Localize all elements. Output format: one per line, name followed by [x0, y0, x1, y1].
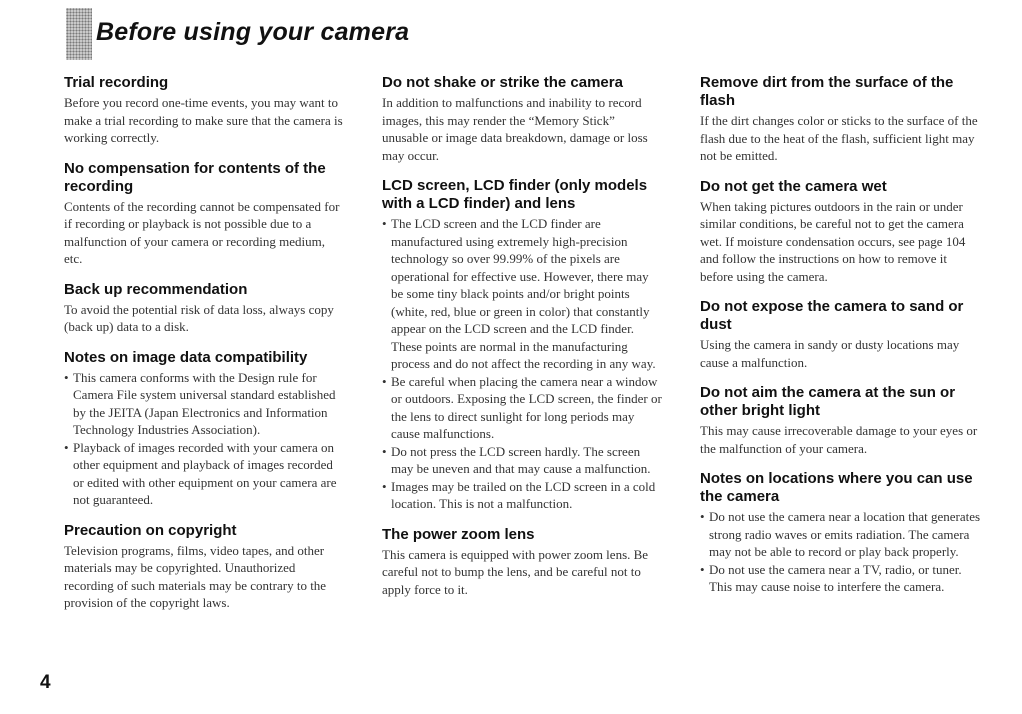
- section: [700, 384, 982, 457]
- bullet-text: Images may be trailed on the LCD screen in a cold location. This is not a malfunction.: [391, 478, 656, 511]
- section-body: Contents of the recording cannot be compensated for if recording or playback is not possible due to a malfunction of your camera or recording medium, etc.: [64, 198, 340, 266]
- section: [382, 74, 664, 164]
- section-body: If the dirt changes color or sticks to the surface of the flash due to the heat of the flash, sufficient light may not be emitted.: [700, 113, 978, 163]
- bullet-list: [700, 508, 982, 596]
- bullet-text: Playback of images recorded with your camera on other equipment and playback of images recorded or edited with other equipment on your camera are not guaranteed.: [73, 439, 337, 507]
- page-title: Before using your camera: [96, 18, 410, 46]
- bullet-list: [64, 369, 346, 509]
- bullet-item: [382, 443, 664, 478]
- section-heading: Do not expose the camera to sand or dust: [700, 298, 964, 333]
- section-body: When taking pictures outdoors in the rain or under similar conditions, be careful not to get the camera wet. If moisture condensation occurs, see page 104 and follow the instructions on how to remove it before using the camera.: [700, 198, 966, 284]
- column-3: [700, 74, 982, 609]
- section-heading: No compensation for contents of the recording: [64, 159, 326, 195]
- section: [64, 281, 346, 336]
- section-heading: Notes on locations where you can use the camera: [700, 470, 973, 505]
- bullet-item: [64, 369, 346, 439]
- title-bar-decoration: [66, 8, 92, 60]
- bullet-text: Do not use the camera near a location that generates strong radio waves or emits radiation. The camera may not be able to record or play back properly.: [709, 509, 981, 559]
- section: [700, 74, 982, 165]
- bullet-text: Do not use the camera near a TV, radio, or tuner. This may cause noise to interfere the camera.: [709, 561, 962, 594]
- section-heading: Precaution on copyright: [64, 521, 237, 539]
- section-body: Television programs, films, video tapes, and other materials may be copyrighted. Unauthorized recording of such materials may be contrary to the provision of the copyright laws.: [64, 542, 327, 610]
- section: [64, 349, 346, 509]
- section-heading: LCD screen, LCD finder (only models with a LCD finder) and lens: [382, 177, 648, 212]
- column-1: [64, 74, 346, 625]
- page-number: 4: [40, 672, 51, 693]
- section-body: This camera is equipped with power zoom lens. Be careful not to bump the lens, and be careful not to apply force to it.: [382, 546, 649, 597]
- section-heading: Do not get the camera wet: [700, 177, 887, 195]
- section: [382, 526, 664, 599]
- column-2: [382, 74, 664, 611]
- section-heading: Do not shake or strike the camera: [382, 74, 623, 91]
- section: [700, 298, 982, 371]
- title-block: [66, 4, 506, 62]
- section: [64, 522, 346, 612]
- bullet-item: [700, 561, 982, 596]
- section-heading: Remove dirt from the surface of the flash: [700, 74, 954, 109]
- section: [700, 178, 982, 286]
- section: [64, 74, 346, 147]
- bullet-item: [64, 439, 346, 509]
- bullet-item: [382, 373, 664, 443]
- section: [382, 177, 664, 513]
- bullet-item: [700, 508, 982, 561]
- section-heading: Trial recording: [64, 74, 169, 91]
- section-heading: Back up recommendation: [64, 280, 248, 298]
- bullet-text: This camera conforms with the Design rule for Camera File system universal standard established by the JEITA (Japan Electronics and Information Technology Industries Association).: [73, 369, 336, 437]
- bullet-text: Be careful when placing the camera near a window or outdoors. Exposing the LCD screen, the finder or the lens to direct sunlight for long periods may cause malfunctions.: [391, 373, 662, 441]
- bullet-text: The LCD screen and the LCD finder are manufactured using extremely high-precision technology so over 99.99% of the pixels are operational for effective use. However, there may be some tiny black points and/or bright points (white, red, blue or green in color) that constantly appear on the LCD screen and the LCD finder. These points are normal in the manufacturing process and do not affect the recording in any way.: [391, 216, 656, 371]
- bullet-item: [382, 478, 664, 513]
- section-heading: Notes on image data compatibility: [64, 348, 308, 366]
- section-heading: The power zoom lens: [382, 525, 535, 543]
- section-body: Before you record one-time events, you may want to make a trial recording to make sure that the camera is working correctly.: [64, 95, 343, 145]
- section-body: To avoid the potential risk of data loss, always copy (back up) data to a disk.: [64, 301, 334, 334]
- section: [64, 160, 346, 268]
- section-heading: Do not aim the camera at the sun or other bright light: [700, 384, 956, 419]
- section-body: Using the camera in sandy or dusty locations may cause a malfunction.: [700, 337, 960, 370]
- bullet-text: Do not press the LCD screen hardly. The screen may be uneven and that may cause a malfunction.: [391, 443, 651, 476]
- section-body: This may cause irrecoverable damage to your eyes or the malfunction of your camera.: [700, 423, 978, 456]
- section: [700, 470, 982, 596]
- section-body: In addition to malfunctions and inability to record images, this may render the “Memory Stick” unusable or image data breakdown, damage or loss may occur.: [382, 95, 648, 163]
- bullet-list: [382, 215, 664, 513]
- bullet-item: [382, 215, 664, 373]
